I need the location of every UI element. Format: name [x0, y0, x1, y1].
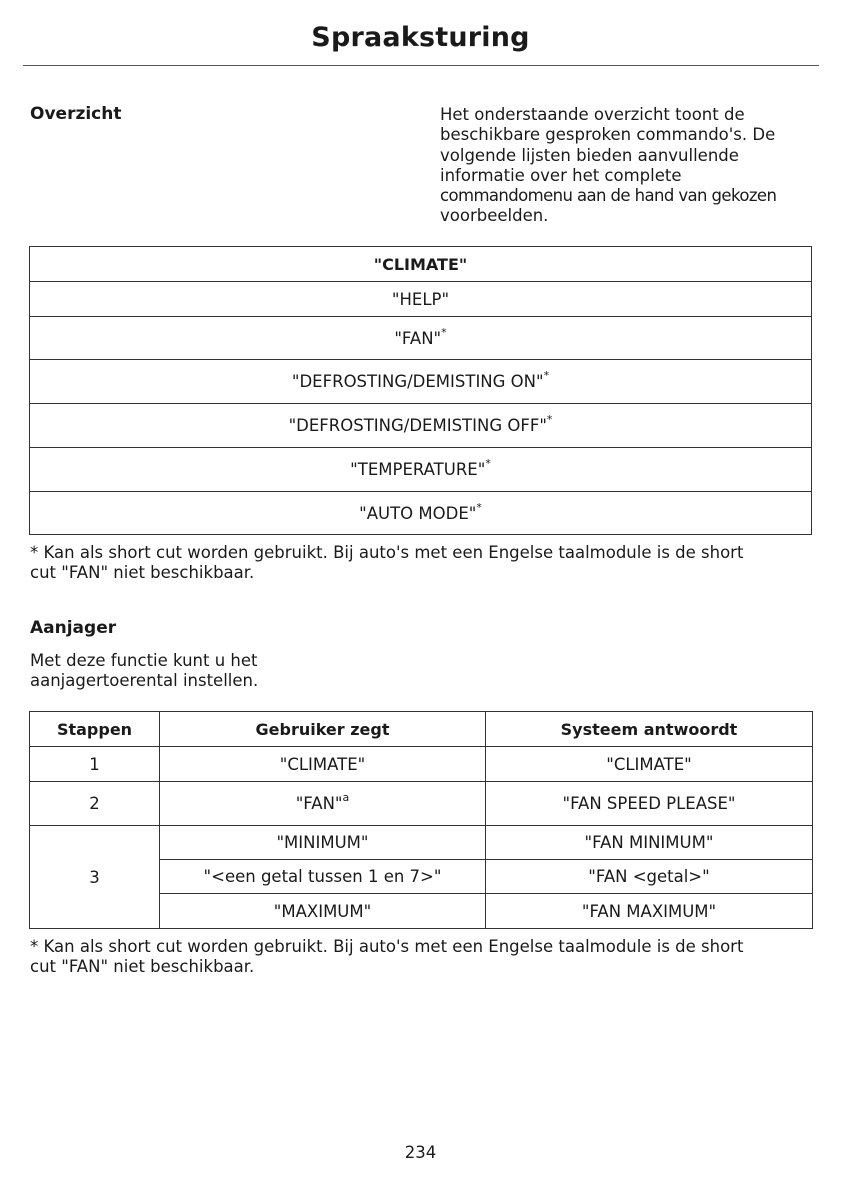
footnote-line: * Kan als short cut worden gebruikt. Bij auto's met een Engelse taalmodule is de short [30, 937, 744, 956]
table-row [30, 492, 812, 535]
step-number: 3 [30, 826, 160, 929]
table-cell [30, 360, 812, 404]
user-says-cell: "<een getal tussen 1 en 7>" [160, 860, 486, 894]
table-row [30, 448, 812, 492]
command-text: "FAN" [394, 328, 442, 348]
user-says-text: "FAN" [295, 794, 343, 813]
table-cell [30, 282, 812, 317]
system-answers-cell: "FAN MINIMUM" [486, 826, 813, 860]
overview-line: Het onderstaande overzicht toont de [440, 105, 745, 124]
footnote-mark: * [543, 369, 550, 382]
command-text: "DEFROSTING/DEMISTING OFF" [288, 416, 547, 435]
blower-line: aanjagertoerental instellen. [30, 671, 259, 691]
overview-line: voorbeelden. [440, 206, 549, 226]
header-steps: Stappen [30, 712, 160, 747]
header-user-says: Gebruiker zegt [160, 712, 486, 747]
shortcut-footnote [30, 543, 820, 584]
footnote-mark: * [546, 413, 553, 426]
footnote-line: cut "FAN" niet beschikbaar. [30, 563, 255, 583]
overview-line: informatie over het complete [440, 165, 682, 185]
command-text: "TEMPERATURE" [350, 460, 486, 479]
table-row [30, 360, 812, 404]
command-text: "HELP" [391, 289, 450, 309]
user-says-cell: "MINIMUM" [160, 826, 486, 860]
step-number: 1 [30, 747, 160, 782]
header-system-answers: Systeem antwoordt [486, 712, 813, 747]
table-cell [30, 317, 812, 360]
system-answers-cell: "FAN SPEED PLEASE" [486, 782, 813, 826]
table-header-row [30, 247, 812, 282]
footnote-mark: a [342, 791, 350, 804]
table-header-cell: "CLIMATE" [30, 247, 812, 282]
table-cell [30, 404, 812, 448]
table-row [30, 747, 813, 782]
system-answers-cell: "FAN MAXIMUM" [486, 894, 813, 929]
system-answers-cell: "FAN <getal>" [486, 860, 813, 894]
footnote-line: cut "FAN" niet beschikbaar. [30, 957, 255, 977]
overview-heading: Overzicht [30, 104, 122, 124]
table-cell [30, 448, 812, 492]
user-says-cell: "CLIMATE" [160, 747, 486, 782]
overview-line: commandomenu aan de hand van gekozen [440, 186, 777, 206]
command-text: "DEFROSTING/DEMISTING ON" [291, 372, 544, 391]
table-row [30, 282, 812, 317]
footnote-line: * Kan als short cut worden gebruikt. Bij auto's met een Engelse taalmodule is de short [30, 543, 744, 562]
blower-steps-table [29, 711, 813, 929]
step-number: 2 [30, 782, 160, 826]
climate-commands-table [29, 246, 812, 535]
table-cell [30, 492, 812, 535]
overview-line: volgende lijsten bieden aanvullende [440, 145, 739, 165]
overview-paragraph [440, 105, 820, 227]
table-row [30, 317, 812, 360]
footnote-mark: * [476, 500, 482, 514]
command-text: "AUTO MODE" [359, 503, 477, 523]
table-row [30, 826, 813, 860]
page-title: Spraaksturing [311, 22, 530, 53]
system-answers-cell: "CLIMATE" [486, 747, 813, 782]
table-row [30, 782, 813, 826]
blower-line: Met deze functie kunt u het [30, 651, 258, 670]
overview-line: beschikbare gesproken commando's. De [440, 125, 776, 145]
footnote-mark: * [441, 325, 447, 339]
user-says-cell: "MAXIMUM" [160, 894, 486, 929]
user-says-cell [160, 782, 486, 826]
shortcut-footnote-2 [30, 937, 820, 978]
footnote-mark: * [485, 457, 491, 470]
page-number: 234 [404, 1143, 437, 1162]
blower-heading: Aanjager [30, 618, 117, 638]
title-divider [23, 65, 819, 66]
table-header-row [30, 712, 813, 747]
blower-paragraph [30, 651, 430, 692]
table-row [30, 404, 812, 448]
